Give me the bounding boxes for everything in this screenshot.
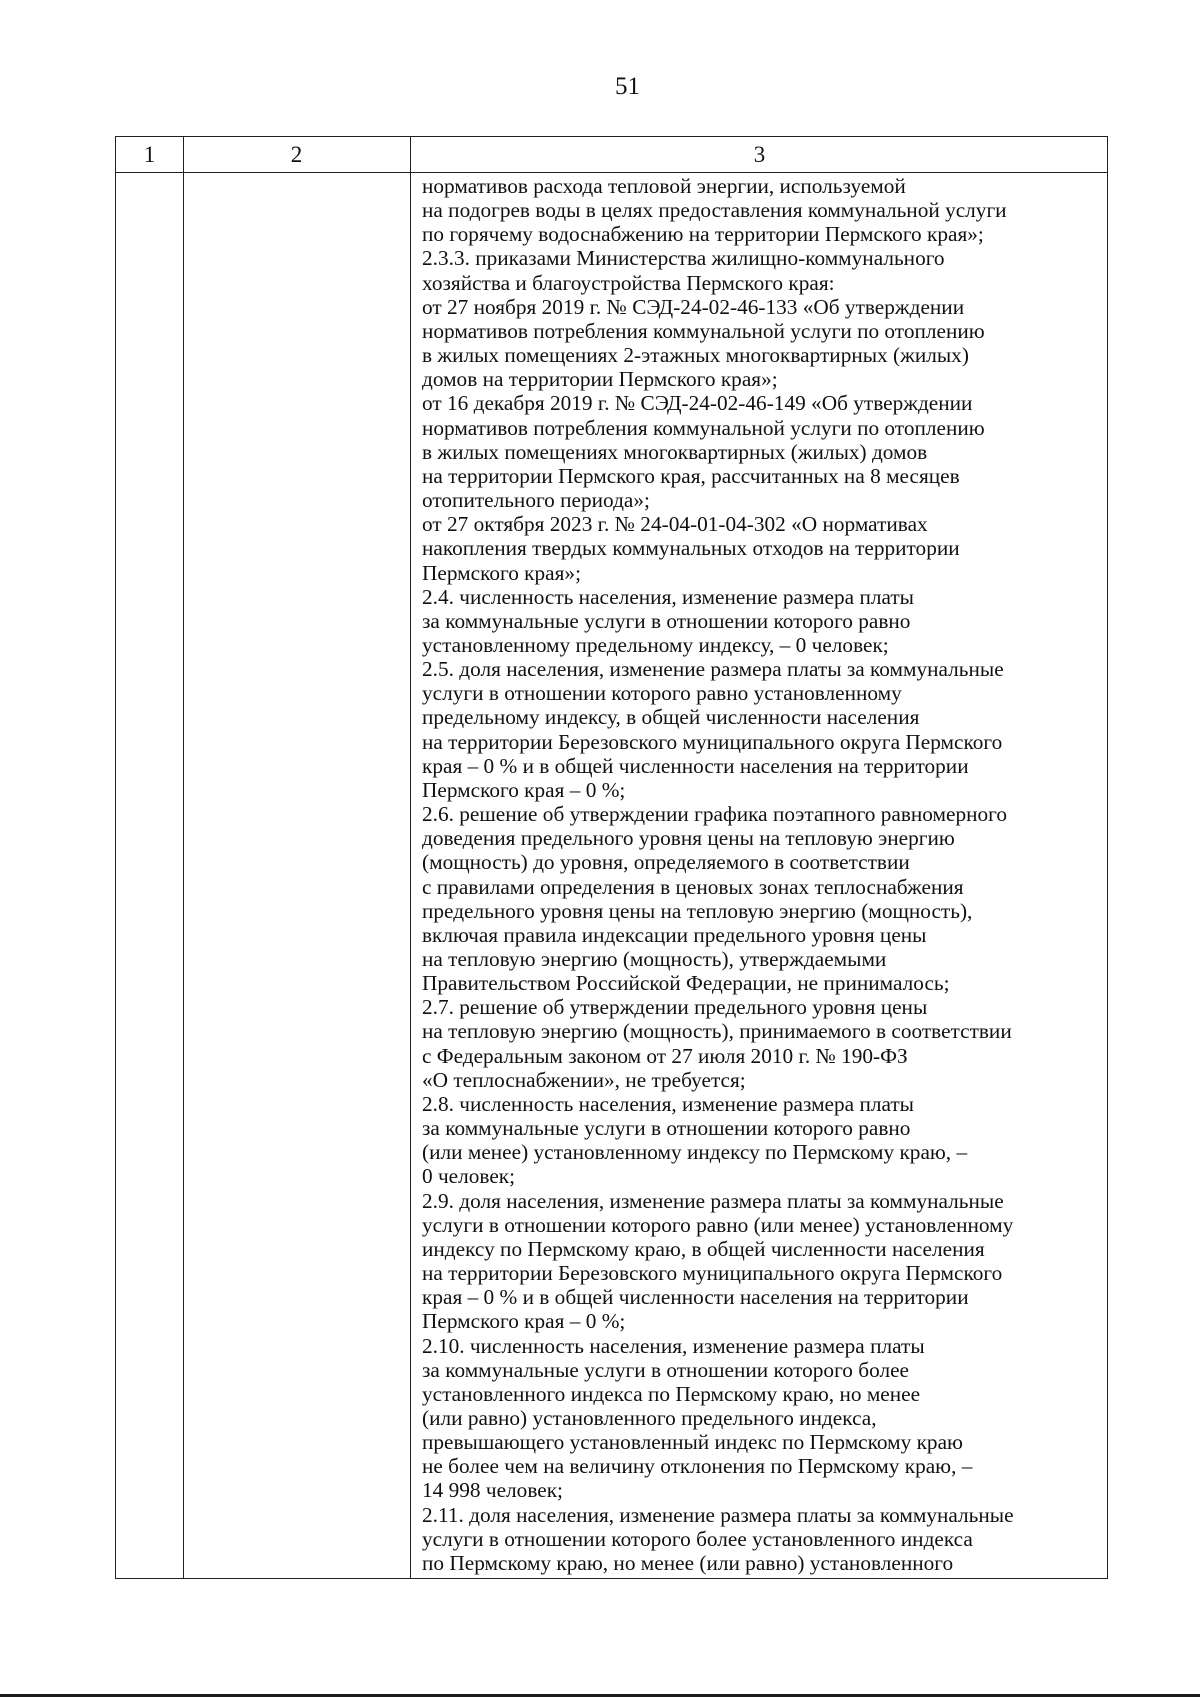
text-line: Правительством Российской Федерации, не принималось; <box>422 971 950 996</box>
text-line: (или равно) установленного предельного индекса, <box>422 1405 877 1430</box>
text-line: (мощность) до уровня, определяемого в соответствии <box>422 850 910 875</box>
text-line: с Федеральным законом от 27 июля 2010 г. № 190-ФЗ <box>422 1043 908 1068</box>
column-divider-1 <box>183 137 184 1578</box>
text-line: края – 0 % и в общей численности населения на территории <box>422 753 969 778</box>
text-line: нормативов потребления коммунальной услуги по отоплению <box>422 318 985 343</box>
text-line: Пермского края – 0 %; <box>422 1309 626 1334</box>
text-line: за коммунальные услуги в отношении которого равно <box>422 1116 911 1141</box>
document-table <box>115 136 1108 1579</box>
text-line: края – 0 % и в общей численности населения на территории <box>422 1285 969 1310</box>
text-line: доведения предельного уровня цены на тепловую энергию <box>422 826 955 851</box>
text-line: предельному индексу, в общей численности населения <box>422 705 920 730</box>
text-line: отопительного периода»; <box>422 488 650 513</box>
text-line: с правилами определения в ценовых зонах теплоснабжения <box>422 874 964 899</box>
text-line: в жилых помещениях 2-этажных многоквартирных (жилых) <box>422 343 969 368</box>
text-line: 2.5. доля населения, изменение размера платы за коммунальные <box>422 657 1004 682</box>
text-line: на тепловую энергию (мощность), утверждаемыми <box>422 947 887 971</box>
column-divider-2 <box>410 137 411 1578</box>
text-line: 14 998 человек; <box>422 1478 563 1503</box>
text-line: «О теплоснабжении», не требуется; <box>422 1067 746 1092</box>
column-3-text <box>422 174 1107 1575</box>
text-line: хозяйства и благоустройства Пермского края: <box>422 270 835 295</box>
text-line: 2.9. доля населения, изменение размера платы за коммунальные <box>422 1188 1004 1213</box>
text-line: за коммунальные услуги в отношении которого равно <box>422 608 911 633</box>
text-line: превышающего установленный индекс по Пермскому краю <box>422 1430 963 1455</box>
text-line: включая правила индексации предельного уровня цены <box>422 922 927 947</box>
text-line: по горячему водоснабжению на территории Пермского края»; <box>422 222 984 247</box>
text-line: от 16 декабря 2019 г. № СЭД-24-02-46-149 «Об утверждении <box>422 391 973 416</box>
text-line: на территории Березовского муниципального округа Пермского <box>422 1261 1003 1286</box>
column-header-1: 1 <box>143 142 156 167</box>
table-header-row <box>116 137 1107 173</box>
text-line: услуги в отношении которого более установленного индекса <box>422 1526 973 1551</box>
text-line: услуги в отношении которого равно (или менее) установленному <box>422 1212 1014 1237</box>
text-line: предельного уровня цены на тепловую энергию (мощность), <box>422 898 973 923</box>
page-number: 51 <box>615 73 640 100</box>
text-line: 2.8. численность населения, изменение размера платы <box>422 1091 914 1116</box>
text-line: от 27 октября 2023 г. № 24-04-01-04-302 «О нормативах <box>422 512 928 537</box>
text-line: 2.11. доля населения, изменение размера платы за коммунальные <box>422 1502 1014 1527</box>
text-line: индексу по Пермскому краю, в общей численности населения <box>422 1236 985 1261</box>
text-line: 2.4. численность населения, изменение размера платы <box>422 584 914 609</box>
text-line: по Пермскому краю, но менее (или равно) установленного <box>422 1550 954 1575</box>
text-line: домов на территории Пермского края»; <box>422 367 778 392</box>
text-line: на территории Пермского края, рассчитанных на 8 месяцев <box>422 463 960 488</box>
text-line: накопления твердых коммунальных отходов на территории <box>422 536 960 561</box>
text-line: не более чем на величину отклонения по Пермскому краю, – <box>422 1454 973 1479</box>
column-header-3: 3 <box>753 142 766 167</box>
text-line: установленному предельному индексу, – 0 человек; <box>422 632 889 657</box>
text-line: на подогрев воды в целях предоставления коммунальной услуги <box>422 198 1007 223</box>
text-line: от 27 ноября 2019 г. № СЭД-24-02-46-133 «Об утверждении <box>422 294 965 319</box>
text-line: (или менее) установленному индексу по Пермскому краю, – <box>422 1140 968 1165</box>
text-line: 2.10. численность населения, изменение размера платы <box>422 1333 925 1358</box>
text-line: 2.6. решение об утверждении графика поэтапного равномерного <box>422 802 1008 827</box>
text-line: услуги в отношении которого равно установленному <box>422 681 902 706</box>
text-line: 0 человек; <box>422 1164 516 1189</box>
text-line: нормативов потребления коммунальной услуги по отоплению <box>422 415 985 440</box>
text-line: Пермского края»; <box>422 560 581 585</box>
text-line: за коммунальные услуги в отношении которого более <box>422 1357 909 1382</box>
text-line: 2.7. решение об утверждении предельного уровня цены <box>422 995 928 1020</box>
text-line: на территории Березовского муниципального округа Пермского <box>422 729 1003 754</box>
column-header-2: 2 <box>290 142 303 167</box>
text-line: установленного индекса по Пермскому краю, но менее <box>422 1381 921 1406</box>
text-line: в жилых помещениях многоквартирных (жилых) домов <box>422 439 928 464</box>
text-line: нормативов расхода тепловой энергии, используемой <box>422 174 906 198</box>
text-line: 2.3.3. приказами Министерства жилищно-коммунального <box>422 246 945 271</box>
text-line: на тепловую энергию (мощность), принимаемого в соответствии <box>422 1019 1012 1044</box>
text-line: Пермского края – 0 %; <box>422 777 626 802</box>
